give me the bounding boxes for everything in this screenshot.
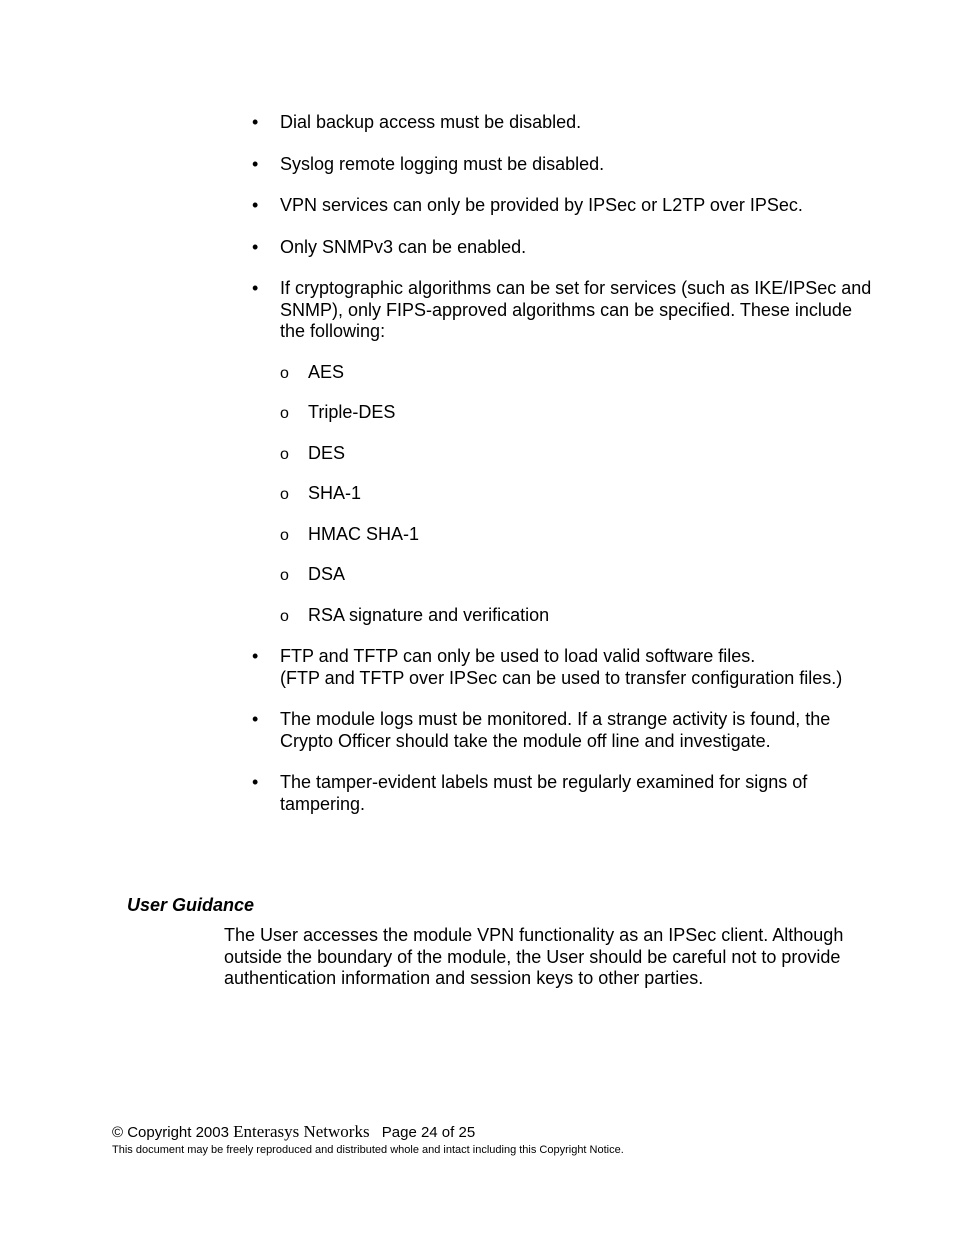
list-item-note: (FTP and TFTP over IPSec can be used to transfer configuration files.): [280, 667, 843, 688]
circle-bullet-icon: o: [280, 364, 289, 382]
bullet-icon: •: [252, 646, 259, 666]
algorithm-item: [280, 524, 872, 546]
section-body: The User accesses the module VPN functionality as an IPSec client. Although outside the boundary of the module, the User should be careful not to provide authentication information and session keys to other parties.: [224, 925, 844, 988]
bullet-icon: •: [252, 195, 259, 215]
section-heading: User Guidance: [127, 895, 255, 915]
list-item-text: VPN services can only be provided by IPSec or L2TP over IPSec.: [280, 195, 803, 215]
algorithm-item: [280, 605, 872, 627]
algorithm-name: HMAC SHA-1: [308, 523, 420, 544]
bullet-icon: •: [252, 772, 259, 792]
list-item-text: The tamper-evident labels must be regularly examined for signs of tampering.: [280, 772, 808, 814]
list-item-text: The module logs must be monitored. If a strange activity is found, the Crypto Officer should take the module off line and investigate.: [280, 709, 831, 751]
list-item: [252, 195, 872, 217]
algorithm-name: RSA signature and verification: [308, 604, 550, 625]
list-item: [252, 112, 872, 134]
list-item-text: FTP and TFTP can only be used to load valid software files.: [280, 646, 756, 666]
circle-bullet-icon: o: [280, 526, 289, 544]
circle-bullet-icon: o: [280, 445, 289, 463]
copyright-text: © Copyright 2003: [112, 1124, 229, 1141]
list-item-text: If cryptographic algorithms can be set for services (such as IKE/IPSec and SNMP), only FIPS-approved algorithms can be specified. These include the following:: [280, 278, 872, 341]
circle-bullet-icon: o: [280, 607, 289, 625]
algorithm-name: DSA: [308, 564, 346, 584]
circle-bullet-icon: o: [280, 567, 289, 584]
circle-bullet-icon: o: [280, 405, 289, 422]
page-number: Page 24 of 25: [381, 1124, 476, 1141]
algorithm-item: [280, 362, 872, 384]
bullet-icon: •: [252, 112, 259, 132]
page-footer: [112, 1122, 872, 1157]
list-item-text: Dial backup access must be disabled.: [280, 112, 582, 132]
algorithm-list: [280, 362, 872, 627]
algorithm-name: Triple-DES: [308, 402, 396, 422]
list-item: [252, 278, 872, 626]
requirements-list: [252, 112, 872, 835]
algorithm-item: [280, 483, 872, 505]
list-item-text: Syslog remote logging must be disabled.: [280, 153, 605, 174]
footer-line: [112, 1122, 872, 1143]
list-item: [252, 646, 872, 689]
list-item: [252, 154, 872, 176]
algorithm-item: [280, 443, 872, 465]
algorithm-item: [280, 564, 872, 586]
circle-bullet-icon: o: [280, 486, 289, 503]
copyright-notice: This document may be freely reproduced and distributed whole and intact including this Copyright Notice.: [112, 1144, 624, 1156]
list-item: [252, 237, 872, 259]
algorithm-name: SHA-1: [308, 483, 362, 503]
list-item: [252, 772, 872, 815]
list-item-text: Only SNMPv3 can be enabled.: [280, 236, 527, 257]
algorithm-name: DES: [308, 442, 346, 463]
bullet-icon: •: [252, 153, 259, 174]
algorithm-item: [280, 402, 872, 424]
bullet-icon: •: [252, 709, 259, 729]
company-name: Enterasys Networks: [233, 1122, 370, 1141]
bullet-icon: •: [252, 236, 259, 257]
algorithm-name: AES: [308, 361, 345, 382]
bullet-icon: •: [252, 278, 259, 298]
list-item: [252, 709, 872, 752]
